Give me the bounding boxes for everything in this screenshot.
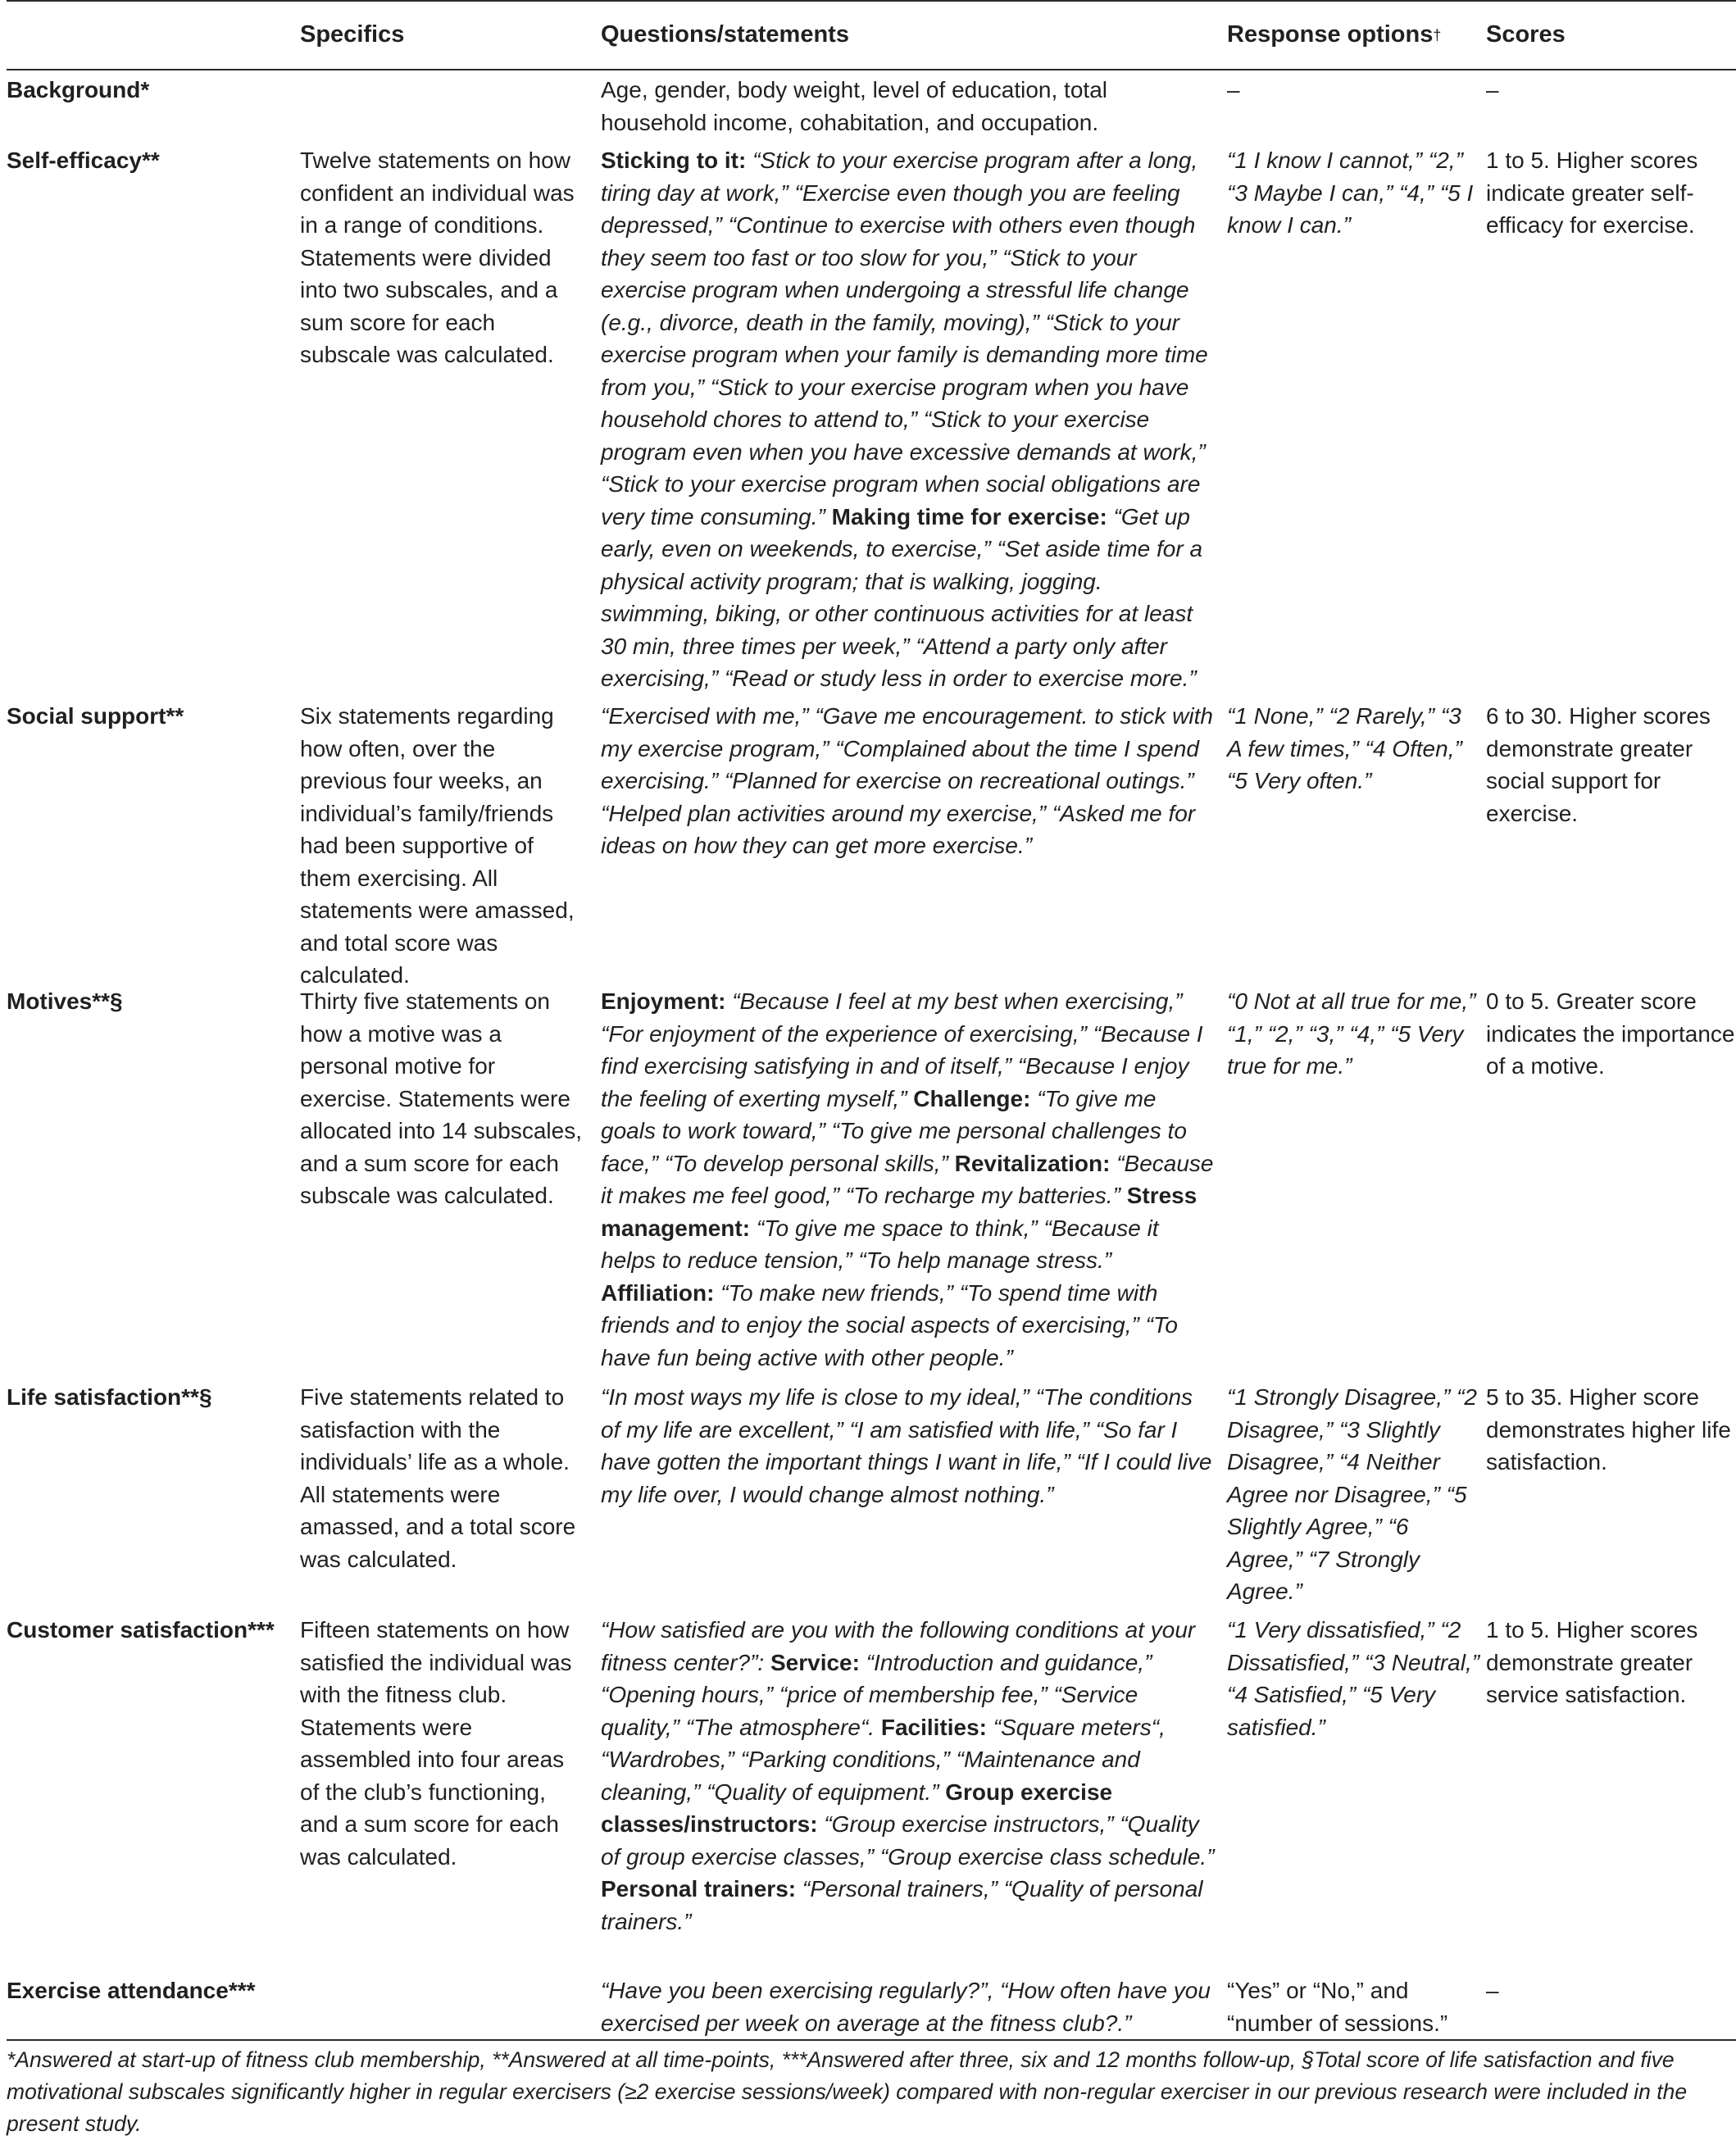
row-response: –: [1227, 77, 1240, 102]
statement-text: “Because it makes me feel good,” “To recharge my batteries.”: [601, 1150, 1214, 1208]
row-label: Motives**§: [7, 988, 123, 1014]
row-questions: [601, 1381, 1216, 1511]
subscale-heading: Challenge:: [913, 1085, 1038, 1111]
row-scores: 5 to 35. Higher score demonstrates higher life satisfaction.: [1486, 1384, 1731, 1474]
table-header-row: [0, 11, 1736, 69]
row-questions: [601, 144, 1216, 695]
header-questions: Questions/statements: [601, 21, 849, 48]
row-scores: 1 to 5. Higher scores indicate greater self-efficacy for exercise.: [1486, 148, 1698, 238]
header-specifics: Specifics: [300, 21, 405, 48]
statement-text: “Get up early, even on weekends, to exercise,” “Set aside time for a physical activity program; that is walking, jogging. swimming, biking, or other continuous activities for at least 30 min, three times per week,” “Attend a party only after exercising,” “Read or study less in order to exercise more.”: [601, 503, 1203, 691]
row-label: Social support**: [7, 703, 184, 729]
row-label: Life satisfaction**§: [7, 1384, 212, 1410]
statement-text: “How satisfied are you with the following conditions at your fitness center?”:: [601, 1617, 1196, 1675]
row-specifics: Twelve statements on how confident an individual was in a range of conditions. Statements were divided into two subscales, and a sum score for each subscale was calculated.: [300, 148, 575, 367]
row-specifics: Fifteen statements on how satisfied the individual was with the fitness club. Statements were assembled into four areas of the club’s functioning, and a sum score for each was calculated.: [300, 1617, 572, 1870]
row-scores: 0 to 5. Greater score indicates the importance of a motive.: [1486, 988, 1735, 1079]
subscale-heading: Making time for exercise:: [831, 503, 1114, 529]
subscale-heading: Service:: [770, 1649, 866, 1675]
statement-text: “Introduction and guidance,” “Opening hours,” “price of membership fee,” “Service quality,” “The atmosphere“.: [601, 1649, 1152, 1740]
subscale-heading: Facilities:: [880, 1714, 993, 1740]
table-footnote: *Answered at start-up of fitness club membership, **Answered at all time-points, ***Answered after three, six and 12 months follow-up, §Total score of life satisfaction and five motivational subscales significantly higher in regular exercisers (≥2 exercise sessions/week) compared with non-regular exerciser in our previous research were included in the present study.: [7, 2047, 1688, 2136]
row-questions: [601, 700, 1216, 862]
row-specifics: Five statements related to satisfaction with the individuals’ life as a whole. All statements were amassed, and a total score was calculated.: [300, 1384, 576, 1572]
subscale-heading: Affiliation:: [601, 1279, 721, 1306]
subscale-heading: Personal trainers:: [601, 1876, 802, 1901]
row-questions: [601, 74, 1216, 139]
header-scores: Scores: [1486, 21, 1566, 48]
row-label: Exercise attendance***: [7, 1978, 256, 2003]
statement-text: “Group exercise instructors,” “Quality of group exercise classes,” “Group exercise class schedule.”: [601, 1811, 1215, 1870]
statement-text: “In most ways my life is close to my ideal,” “The conditions of my life are excellent,” “I am satisfied with life,” “So far I have gotten the important things I want in life,” “If I could live my life over, I would change almost nothing.”: [601, 1384, 1212, 1507]
row-response: “0 Not at all true for me,” “1,” “2,” “3,” “4,” “5 Very true for me.”: [1227, 988, 1476, 1079]
subscale-heading: Sticking to it:: [601, 148, 753, 173]
header-response-dagger: †: [1433, 27, 1442, 43]
row-scores: 1 to 5. Higher scores demonstrate greater service satisfaction.: [1486, 1617, 1698, 1707]
row-questions: [601, 985, 1216, 1374]
subscale-heading: Group exercise classes/instructors:: [601, 1779, 1113, 1837]
header-response-label: Response options: [1227, 21, 1434, 48]
row-label: Self-efficacy**: [7, 148, 160, 173]
row-response: “Yes” or “No,” and “number of sessions.”: [1227, 1978, 1448, 2036]
row-scores: 6 to 30. Higher scores demonstrate greater social support for exercise.: [1486, 703, 1711, 826]
row-response: “1 I know I cannot,” “2,” “3 Maybe I can,” “4,” “5 I know I can.”: [1227, 148, 1474, 238]
statement-text: “Have you been exercising regularly?”, “How often have you exercised per week on average at the fitness club?.”: [601, 1978, 1211, 2036]
statement-text: “Square meters“, “Wardrobes,” “Parking conditions,” “Maintenance and cleaning,” “Quality of equipment.”: [601, 1714, 1166, 1805]
table-bottom-rule: [7, 2039, 1736, 2041]
row-response: “1 Strongly Disagree,” “2 Disagree,” “3 Slightly Disagree,” “4 Neither Agree nor Disagree,” “5 Slightly Agree,” “6 Agree,” “7 Strongly Agree.”: [1227, 1384, 1478, 1604]
statement-text: “Exercised with me,” “Gave me encouragement. to stick with my exercise program,” “Complained about the time I spend exercising.” “Planned for exercise on recreational outings.” “Helped plan activities around my exercise,” “Asked me for ideas on how they can get more exercise.”: [601, 703, 1213, 858]
row-questions: [601, 1614, 1216, 1938]
statement-text: Age, gender, body weight, level of education, total household income, cohabitation, and occupation.: [601, 77, 1107, 135]
subscale-heading: Stress management:: [601, 1183, 1197, 1241]
row-label: Customer satisfaction***: [7, 1617, 275, 1642]
row-label: Background*: [7, 77, 150, 102]
row-response: “1 None,” “2 Rarely,” “3 A few times,” “4 Often,” “5 Very often.”: [1227, 703, 1462, 793]
header-rule: [7, 69, 1736, 70]
subscale-heading: Enjoyment:: [601, 988, 733, 1014]
table-top-rule: [7, 0, 1736, 2]
statement-text: “To give me space to think,” “Because it helps to reduce tension,” “To help manage stress.”: [601, 1215, 1159, 1273]
row-response: “1 Very dissatisfied,” “2 Dissatisfied,” “3 Neutral,” “4 Satisfied,” “5 Very satisfied.”: [1227, 1617, 1480, 1740]
statement-text: “To make new friends,” “To spend time with friends and to enjoy the social aspects of exercising,” “To have fun being active with other people.”: [601, 1279, 1179, 1370]
header-response-options: [1227, 18, 1441, 52]
row-specifics: Thirty five statements on how a motive was a personal motive for exercise. Statements were allocated into 14 subscales, and a sum score for each subscale was calculated.: [300, 988, 582, 1208]
row-scores: –: [1486, 1978, 1499, 2003]
row-questions: [601, 1974, 1216, 2039]
statement-text: “Because I feel at my best when exercising,” “For enjoyment of the experience of exercising,” “Because I find exercising satisfying in and of itself,” “Because I enjoy the feeling of exerting myself,”: [601, 988, 1203, 1111]
row-scores: –: [1486, 77, 1499, 102]
statement-text: “Personal trainers,” “Quality of personal trainers.”: [601, 1876, 1203, 1934]
statement-text: “Stick to your exercise program after a long, tiring day at work,” “Exercise even though you are feeling depressed,” “Continue to exercise with others even though they seem too fast or too slow for you,” “Stick to your exercise program when undergoing a stressful life change (e.g., divorce, death in the family, moving),” “Stick to your exercise program when your family is demanding more time from you,” “Stick to your exercise program when you have household chores to attend to,” “Stick to your exercise program even when you have excessive demands at work,” “Stick to your exercise program when social obligations are very time consuming.”: [601, 148, 1208, 529]
subscale-heading: Revitalization:: [954, 1150, 1117, 1176]
statement-text: “To give me goals to work toward,” “To give me personal challenges to face,” “To develop personal skills,”: [601, 1085, 1187, 1176]
row-specifics: Six statements regarding how often, over the previous four weeks, an individual’s family/friends had been supportive of them exercising. All statements were amassed, and total score was calculated.: [300, 703, 575, 988]
